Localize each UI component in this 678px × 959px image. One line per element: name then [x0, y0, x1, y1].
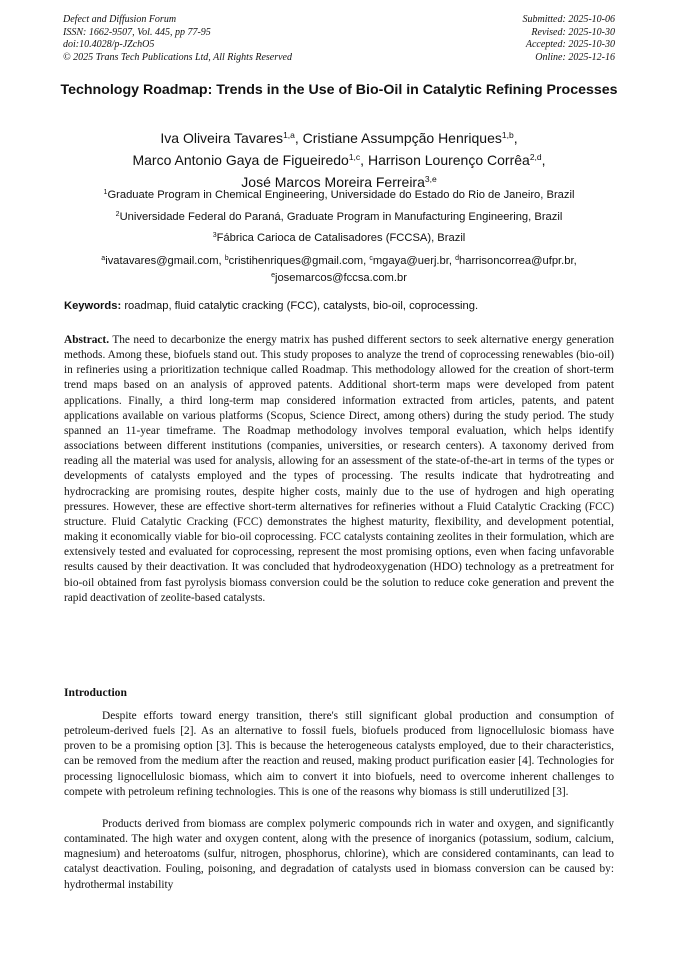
publication-dates — [523, 14, 616, 64]
affiliation-3: $^3$Fábrica Carioca de Catalisadores (FCCSA), Brazil — [212, 232, 466, 244]
copyright-line: © 2025 Trans Tech Publications Ltd, All Rights Reserved — [63, 51, 292, 63]
section-heading-introduction: Introduction — [64, 686, 127, 699]
issn-line: ISSN: 1662-9507, Vol. 445, pp 77-95 — [63, 26, 211, 38]
email[interactable]: $^d$harrisoncorrea@ufpr.br, — [455, 255, 577, 267]
email[interactable]: $^c$mgaya@uerj.br, — [369, 255, 456, 267]
submitted-date: Submitted: 2025-10-06 — [522, 14, 615, 25]
affiliation-1: $^1$Graduate Program in Chemical Engineering, Universidade do Estado do Rio de Janeiro, Brazil — [103, 189, 575, 201]
author: Marco Antonio Gaya de Figueiredo$^{1,c}$, — [132, 152, 368, 168]
journal-name: Defect and Diffusion Forum — [63, 14, 177, 25]
revised-date: Revised: 2025-10-30 — [531, 26, 615, 38]
author: Iva Oliveira Tavares$^{1,a}$, — [160, 130, 303, 146]
email[interactable]: $^b$cristihenriques@gmail.com, — [224, 255, 370, 267]
author-emails — [58, 252, 620, 285]
journal-info — [63, 14, 292, 64]
author: José Marcos Moreira Ferreira$^{3,e}$ — [241, 174, 437, 190]
accepted-date: Accepted: 2025-10-30 — [525, 39, 615, 51]
paragraph: Despite efforts toward energy transition, there's still significant global production and consumption of petroleum-derived fuels [2]. As an alternative to fossil fuels, biofuels produced from lignocellulosic biomass have proven to be a promising option [3]. This is because the heterogeneous catalysts employed, due to their characteristics, can be removed from the medium after the reaction and reused, making product purification easier [4]. Technologies for processing lignocellulosic biomass, which aim to convert it into biofuels, need to overcome inherent challenges to compete with petroleum refining technologies. This is one of the reasons why biomass is still underutilized [3]. — [64, 710, 614, 798]
abstract-label: Abstract. — [64, 334, 110, 346]
abstract — [64, 333, 614, 606]
keywords-text: roadmap, fluid catalytic cracking (FCC), catalysts, bio-oil, coprocessing. — [124, 300, 479, 312]
author-list — [58, 126, 620, 192]
abstract-text: The need to decarbonize the energy matrix has pushed different sectors to seek alternative energy generation methods. Among these, biofuels stand out. This study proposes to analyze the trend of coprocessing renewables (bio-oil) in refineries using a prioritization technique called Roadmap. This methodology allowed for the creation of short-term trend maps based on an analysis of approved patents. Additional short-term maps were developed from patent applications. Finally, a third long-term map considered information extracted from articles, patents, and patent applications available on various platforms (Scopus, Science Direct, among others) during the study period. The study spanned an 11-year timeframe. The Roadmap methodology involves temporal evaluation, which helps identify associations between different institutions (companies, universities, or research centers). A taxonomy derived from reading all the material was used for analysis, allowing for an assessment of the state-of-the-art in terms of the types or developments of catalysts employed and the types of processing. The results indicate that hydrotreating and hydrocracking are promising routes, despite higher costs, mainly due to the use of hydrogen and high operating pressures. However, these are effective short-term alternatives for refineries without a Fluid Catalytic Cracking (FCC) structure. Fluid Catalytic Cracking (FCC) demonstrates the highest maturity, flexibility, and development potential, making it economically viable for bio-oil coprocessing. FCC catalysts containing zeolites in their formulation, which are extensively tested and evaluated for coprocessing, represent the most promising options, even when facing unfavorable results caused by their deactivation. It was concluded that hydrodeoxygenation (HDO) technology as a pretreatment for bio-oil obtained from fast pyrolysis biomass conversion could be the solution to reduce coke generation and prevent the rapid deactivation of zeolite-based catalysts. — [64, 334, 615, 604]
keywords-label: Keywords: — [64, 300, 122, 312]
doi-line: doi:10.4028/p-JZchO5 — [63, 39, 155, 51]
affiliation-2: $^2$Universidade Federal do Paraná, Graduate Program in Manufacturing Engineering, Brazil — [115, 211, 563, 223]
paragraph: Products derived from biomass are complex polymeric compounds rich in water and oxygen, and significantly contaminated. The high water and oxygen content, along with the presence of inorganics (potassium, sodium, calcium, magnesium) and heteroatoms (sulfur, nitrogen, phosphorus, chlorine), which are considered contaminants, can lead to catalyst deactivation. Fouling, poisoning, and degradation of catalysts used in biomass conversion can be caused by: hydrothermal instability — [64, 818, 614, 891]
email[interactable]: $^a$ivatavares@gmail.com, — [101, 255, 225, 267]
paper-title: Technology Roadmap: Trends in the Use of Bio-Oil in Catalytic Refining Processes — [60, 82, 618, 98]
keywords — [64, 299, 614, 313]
author: Harrison Lourenço Corrêa$^{2,d}$, — [367, 152, 546, 168]
email[interactable]: $^e$josemarcos@fccsa.com.br — [271, 271, 407, 284]
author: Cristiane Assumpção Henriques$^{1,b}$, — [302, 130, 518, 146]
online-date: Online: 2025-12-16 — [535, 51, 615, 63]
